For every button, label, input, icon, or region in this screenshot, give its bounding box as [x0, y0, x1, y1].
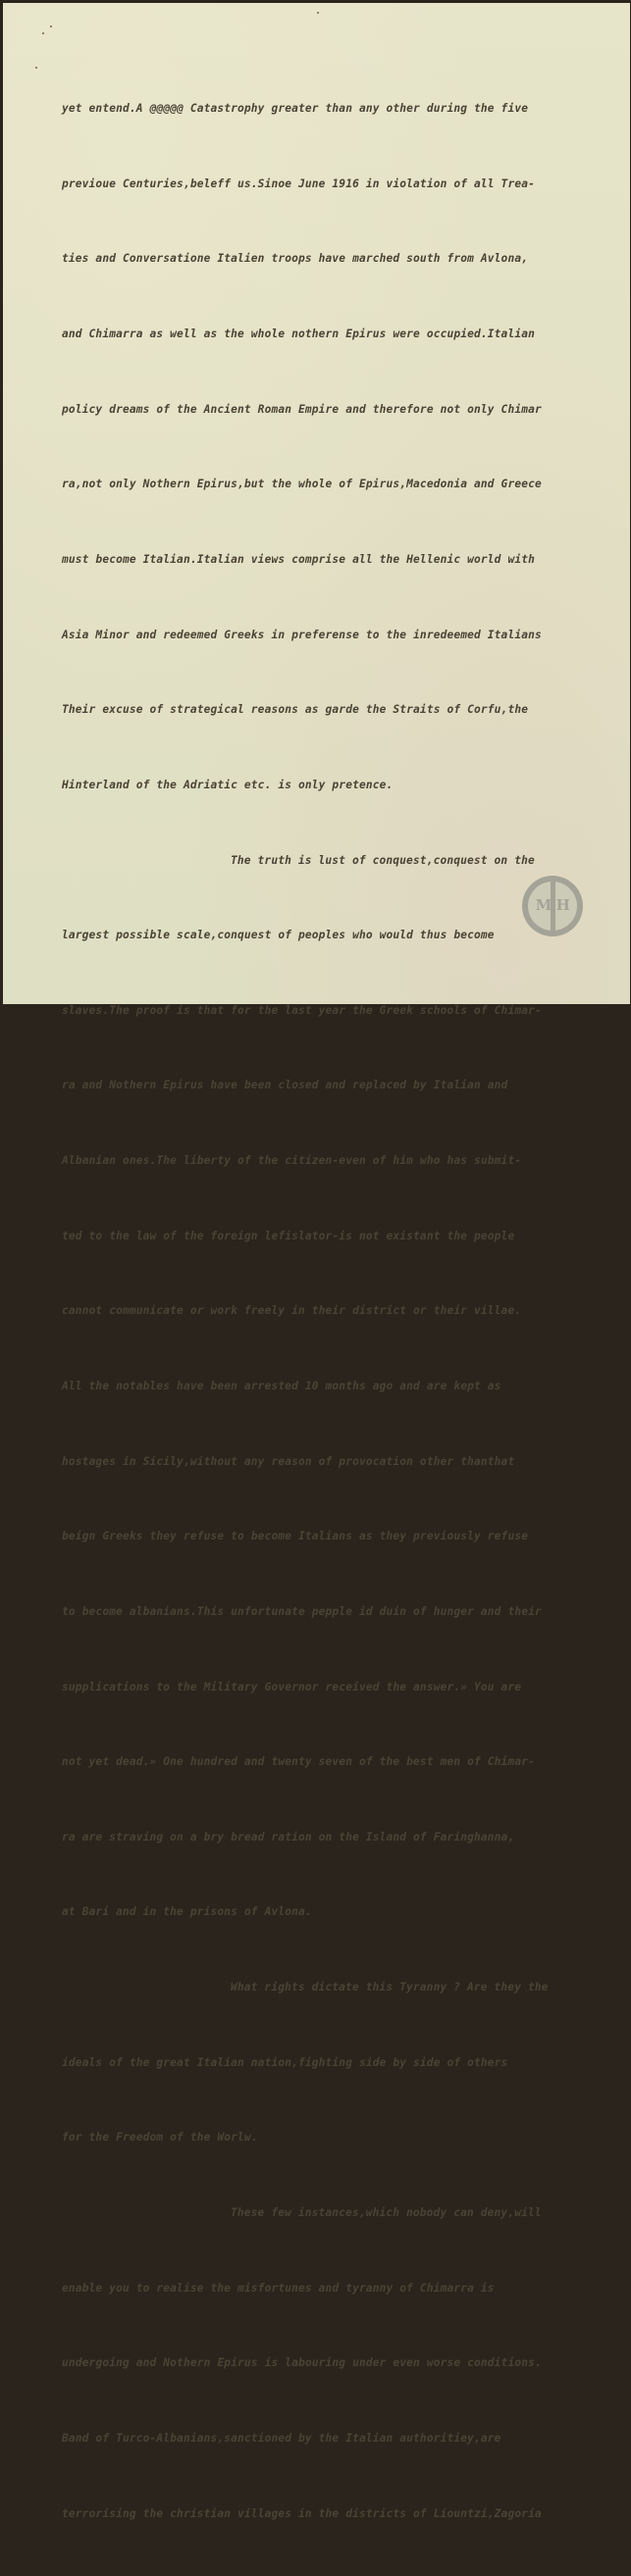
text-line: Asia Minor and redeemed Greeks in preferense to the inredeemed Italians [62, 628, 542, 641]
text-line: yet entend.A @@@@@ Catastrophy greater than any other during the five [62, 102, 529, 116]
text-line: supplications to the Military Governor received the answer.» You are [62, 1680, 522, 1693]
text-line: Hinterland of the Adriatic etc. is only pretence. [62, 778, 394, 791]
paper-speck [35, 67, 37, 69]
text-line: enable you to realise the misfortunes and tyranny of Chimarra is [62, 2281, 495, 2295]
paper-speck [42, 32, 44, 34]
text-line: not yet dead.» One hundred and twenty seven of the best men of Chimar- [62, 1755, 535, 1769]
text-line: beign Greeks they refuse to become Italians as they previously refuse [62, 1530, 529, 1543]
text-line: and Chimarra as well as the whole nothern Epirus were occupied.Italian [62, 328, 535, 341]
text-line: Band of Turco-Albanians,sanctioned by the Italian authoritiey,are [62, 2431, 501, 2445]
paragraph-start-line: These few instances,which nobody can deny,will [231, 2206, 542, 2220]
text-line: All the notables have been arrested 10 months ago and are kept as [62, 1379, 501, 1392]
text-line: largest possible scale,conquest of peoples who would thus become [62, 929, 495, 942]
stamp-letters: M H [535, 896, 570, 914]
text-line: undergoing and Nothern Epirus is labouring under even worse conditions. [62, 2356, 542, 2370]
text-line: must become Italian.Italian views comprise all the Hellenic world with [62, 552, 535, 566]
text-line: hostages in Sicily,without any reason of provocation other thanthat [62, 1454, 515, 1468]
text-line: to become albanians.This unfortunate pepple id duin of hunger and their [62, 1604, 542, 1618]
typewritten-text [62, 46, 631, 2576]
text-line: cannot communicate or work freely in their district or their villae. [62, 1304, 522, 1318]
document-page [3, 3, 630, 2520]
text-line: previoue Centuries,beleff us.Sinoe June 1916 in violation of all Trea- [62, 177, 535, 190]
text-line: ideals of the great Italian nation,fighting side by side of others [62, 2055, 508, 2069]
text-line: Albanian ones.The liberty of the citizen-even of him who has submit- [62, 1154, 522, 1168]
text-line: terrorising the christian villages in the districts of Liountzi,Zagoria [62, 2506, 542, 2520]
text-line: Their excuse of strategical reasons as garde the Straits of Corfu,the [62, 703, 529, 717]
text-line: ra,not only Nothern Epirus,but the whole of Epirus,Macedonia and Greece [62, 478, 542, 491]
text-line: ted to the law of the foreign lefislator-is not existant the people [62, 1229, 515, 1242]
paper-speck [50, 25, 52, 27]
text-line: policy dreams of the Ancient Roman Empire and therefore not only Chimar [62, 402, 542, 416]
text-line: ties and Conversatione Italien troops have marched south from Avlona, [62, 252, 529, 266]
text-line: at Bari and in the prisons of Avlona. [62, 1905, 312, 1919]
paper-speck [317, 12, 319, 14]
paragraph-start-line: What rights dictate this Tyranny ? Are they the [231, 1981, 549, 1995]
text-line: for the Freedom of the Worlw. [62, 2131, 258, 2145]
text-line: ra and Nothern Epirus have been closed and replaced by Italian and [62, 1079, 508, 1092]
text-line: slaves.The proof is that for the last year the Greek schools of Chimar- [62, 1003, 542, 1017]
archive-stamp-icon [522, 876, 583, 936]
paragraph-start-line: The truth is lust of conquest,conquest on the [231, 853, 535, 867]
text-line: ra are straving on a bry bread ration on the Island of Faringhanna, [62, 1830, 515, 1844]
